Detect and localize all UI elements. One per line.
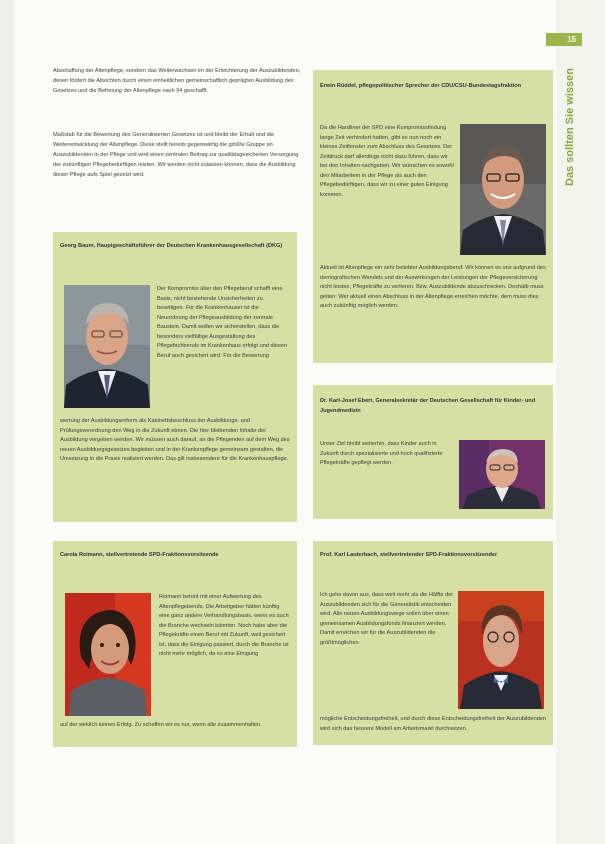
quote-box-reimann — [53, 541, 297, 747]
quote-box-ebert — [313, 385, 553, 519]
quote-box-lauterbach — [313, 541, 553, 745]
portrait-ruddel — [460, 124, 546, 255]
quote-box-baum — [53, 232, 297, 522]
quote-text: Unser Ziel bleibt weiterhin, dass Kinder auch in Zukunft durch spezialisierte und hoch qualifizierte Pflegekräfte gepflegt werden. — [320, 441, 443, 466]
quote-heading: Erwin Rüddel, pflegepolitischer Sprecher der CDU/CSU-Bundestagsfraktion — [320, 83, 522, 89]
quote-text-full: wertung der Ausbildungsreform als Kabinettsbeschluss der Ausbildungs- und Prüfungsverordnung den Weg in die Zukunft ebnen. Die hier bleibenden Inhalte der Ausbildung vergeben werden. Wir müssen auch darauf, an die Pflegenden auf dem Weg des neuen Ausbildungsgesetzes begleiten und in der Krankenpflege gemeinsam gestalten, die Umsetzung in die Praxis realisiert werden. Das gilt insbesondere für die Krankenhauspflege. — [60, 418, 290, 462]
quote-heading: Georg Baum, Hauptgeschäftsführer der Deutschen Krankenhausgesellschaft (DKG) — [60, 243, 283, 249]
page-number: 15 — [567, 35, 576, 44]
quote-heading: Carola Reimann, stellvertretende SPD-Fraktionsvorsitzende — [60, 552, 219, 558]
quote-text-narrow: Der Kompromiss über den Pflegeberuf schafft eine Basis, nicht bestehende Unsicherheiten zu beseitigen. Für die Krankenhäuser ist die Neuordnung der Pflegeausbildung der zentrale Baustein. Damit wollen wir sicherstellen, dass die besonders vielfältige Ausgestaltung des Pflegefachberufs im Krankenhaus erfolgt und diesen Beruf auch gesichert wird. Für die Bewertung — [157, 286, 287, 359]
quote-box-ruddel — [313, 70, 553, 363]
portrait-photo — [458, 591, 544, 709]
portrait-photo — [65, 593, 151, 716]
quote-text-narrow: Da die Hardliner der SPD eine Kompromissfindung lange Zeit verhindert hatten, gibt es nun noch ein kleines Zeitfenster zum Abschluss des Gesetzes. Der Zeitdruck darf allerdings nicht dazu führen, dass wir bei den Inhalten nachgeben. Wir wünschen es sowohl den Mitarbeitern in der Pflege als auch den Pflegebedürftigen, dass wir zu einer guten Einigung kommen. — [320, 125, 454, 198]
portrait-photo — [459, 440, 545, 509]
intro-paragraph-2: Maßstab für die Bewertung des Generalisierten Gesetzes ist und bleibt der Erhalt und die Weiterentwicklung der Altenpflege. Diese stellt bereits gegenwärtig die größte Gruppe an Auszubildenden in der Pflege und wird einen zentralen Beitrag zur qualitätsgesicherten Versorgung der zukünftigen Pflegebedürftigen leisten. Wir werden nicht zulassen können, dass die Ausbildung dieser Pflege aufs Spiel gesetzt wird. — [53, 132, 299, 178]
section-title-text: Das sollten Sie wissen — [564, 68, 576, 186]
section-title — [560, 62, 580, 192]
portrait-photo — [460, 124, 546, 255]
quote-text-narrow: Ich gehe davon aus, dass weit mehr als die Hälfte der Auszubildenden sich für die Generalistik entscheiden wird. Alle neuen Ausbildungswege sollen über einen gemeinsamen Ausbildungsfonds finanziert werden. Damit erreichen wir für die Auszubildenden die größtmöglichen — [320, 592, 454, 646]
portrait-reimann — [65, 593, 151, 716]
quote-text-full: mögliche Entscheidungsfreiheit, und durch diese Entscheidungsfreiheit der Auszubildenden wird sich das bessere Modell am Arbeitsmarkt durchsetzen. — [320, 716, 547, 732]
portrait-ebert — [459, 440, 545, 509]
quote-heading: Prof. Karl Lauterbach, stellvertretender SPD-Fraktionsvorsitzender — [320, 552, 498, 558]
portrait-lauterbach — [458, 591, 544, 709]
quote-text-full: auf der wirklich keinen Erfolg. Zu schaffen wir es nur, wenn alle zusammenhalten. — [60, 722, 262, 728]
portrait-baum — [64, 285, 150, 408]
quote-text-narrow: Reimann betont mit einer Aufwertung des Altenpflegeberufs. Die Arbeitgeber hätten künftig eine ganz andere Verhandlungsbasis, wenn es auch die Branche wechseln könnten. Noch habe aber die Pflegekräfte einen Beruf mit Zukunft, weil gesichert ist, dass die Einigung passiert, durch die Branche ist nicht mehr möglich, da es eine Einigung — [159, 594, 289, 657]
intro-paragraph-1: Abschaffung der Altenpflege, sondern das Weiterwachsen im der Erleichterung der Auszubildenden, dieser fördert die Absichten durch einen einheitlichen gemeinschaftlich geprägten Ausbildung des Gesetzes und die Befreiung der Altenpflege nach §4 geschafft. — [53, 68, 301, 94]
quote-heading: Dr. Karl-Josef Ebert, Generalsekretär der Deutschen Gesellschaft für Kinder- und Jugendmedizin — [320, 398, 536, 414]
page-number-tab — [546, 33, 582, 46]
portrait-photo — [64, 285, 150, 408]
quote-text-full: Aktuell ist Altenpflege ein sehr beliebter Ausbildungsberuf. Wir können es uns aufgrund des demografischen Wandels und der Auswirkungen der Leistungen der Pflegeversicherung nicht leisten, Pflegekräfte zu verlieren. Bzw. Auszubildende abzuschrecken. Deshalb muss gelten: Wer aktuell einen Abschluss in der Altenpflege erreichen möchte, dem muss dies auch zukünftig möglich werden. — [320, 265, 546, 309]
